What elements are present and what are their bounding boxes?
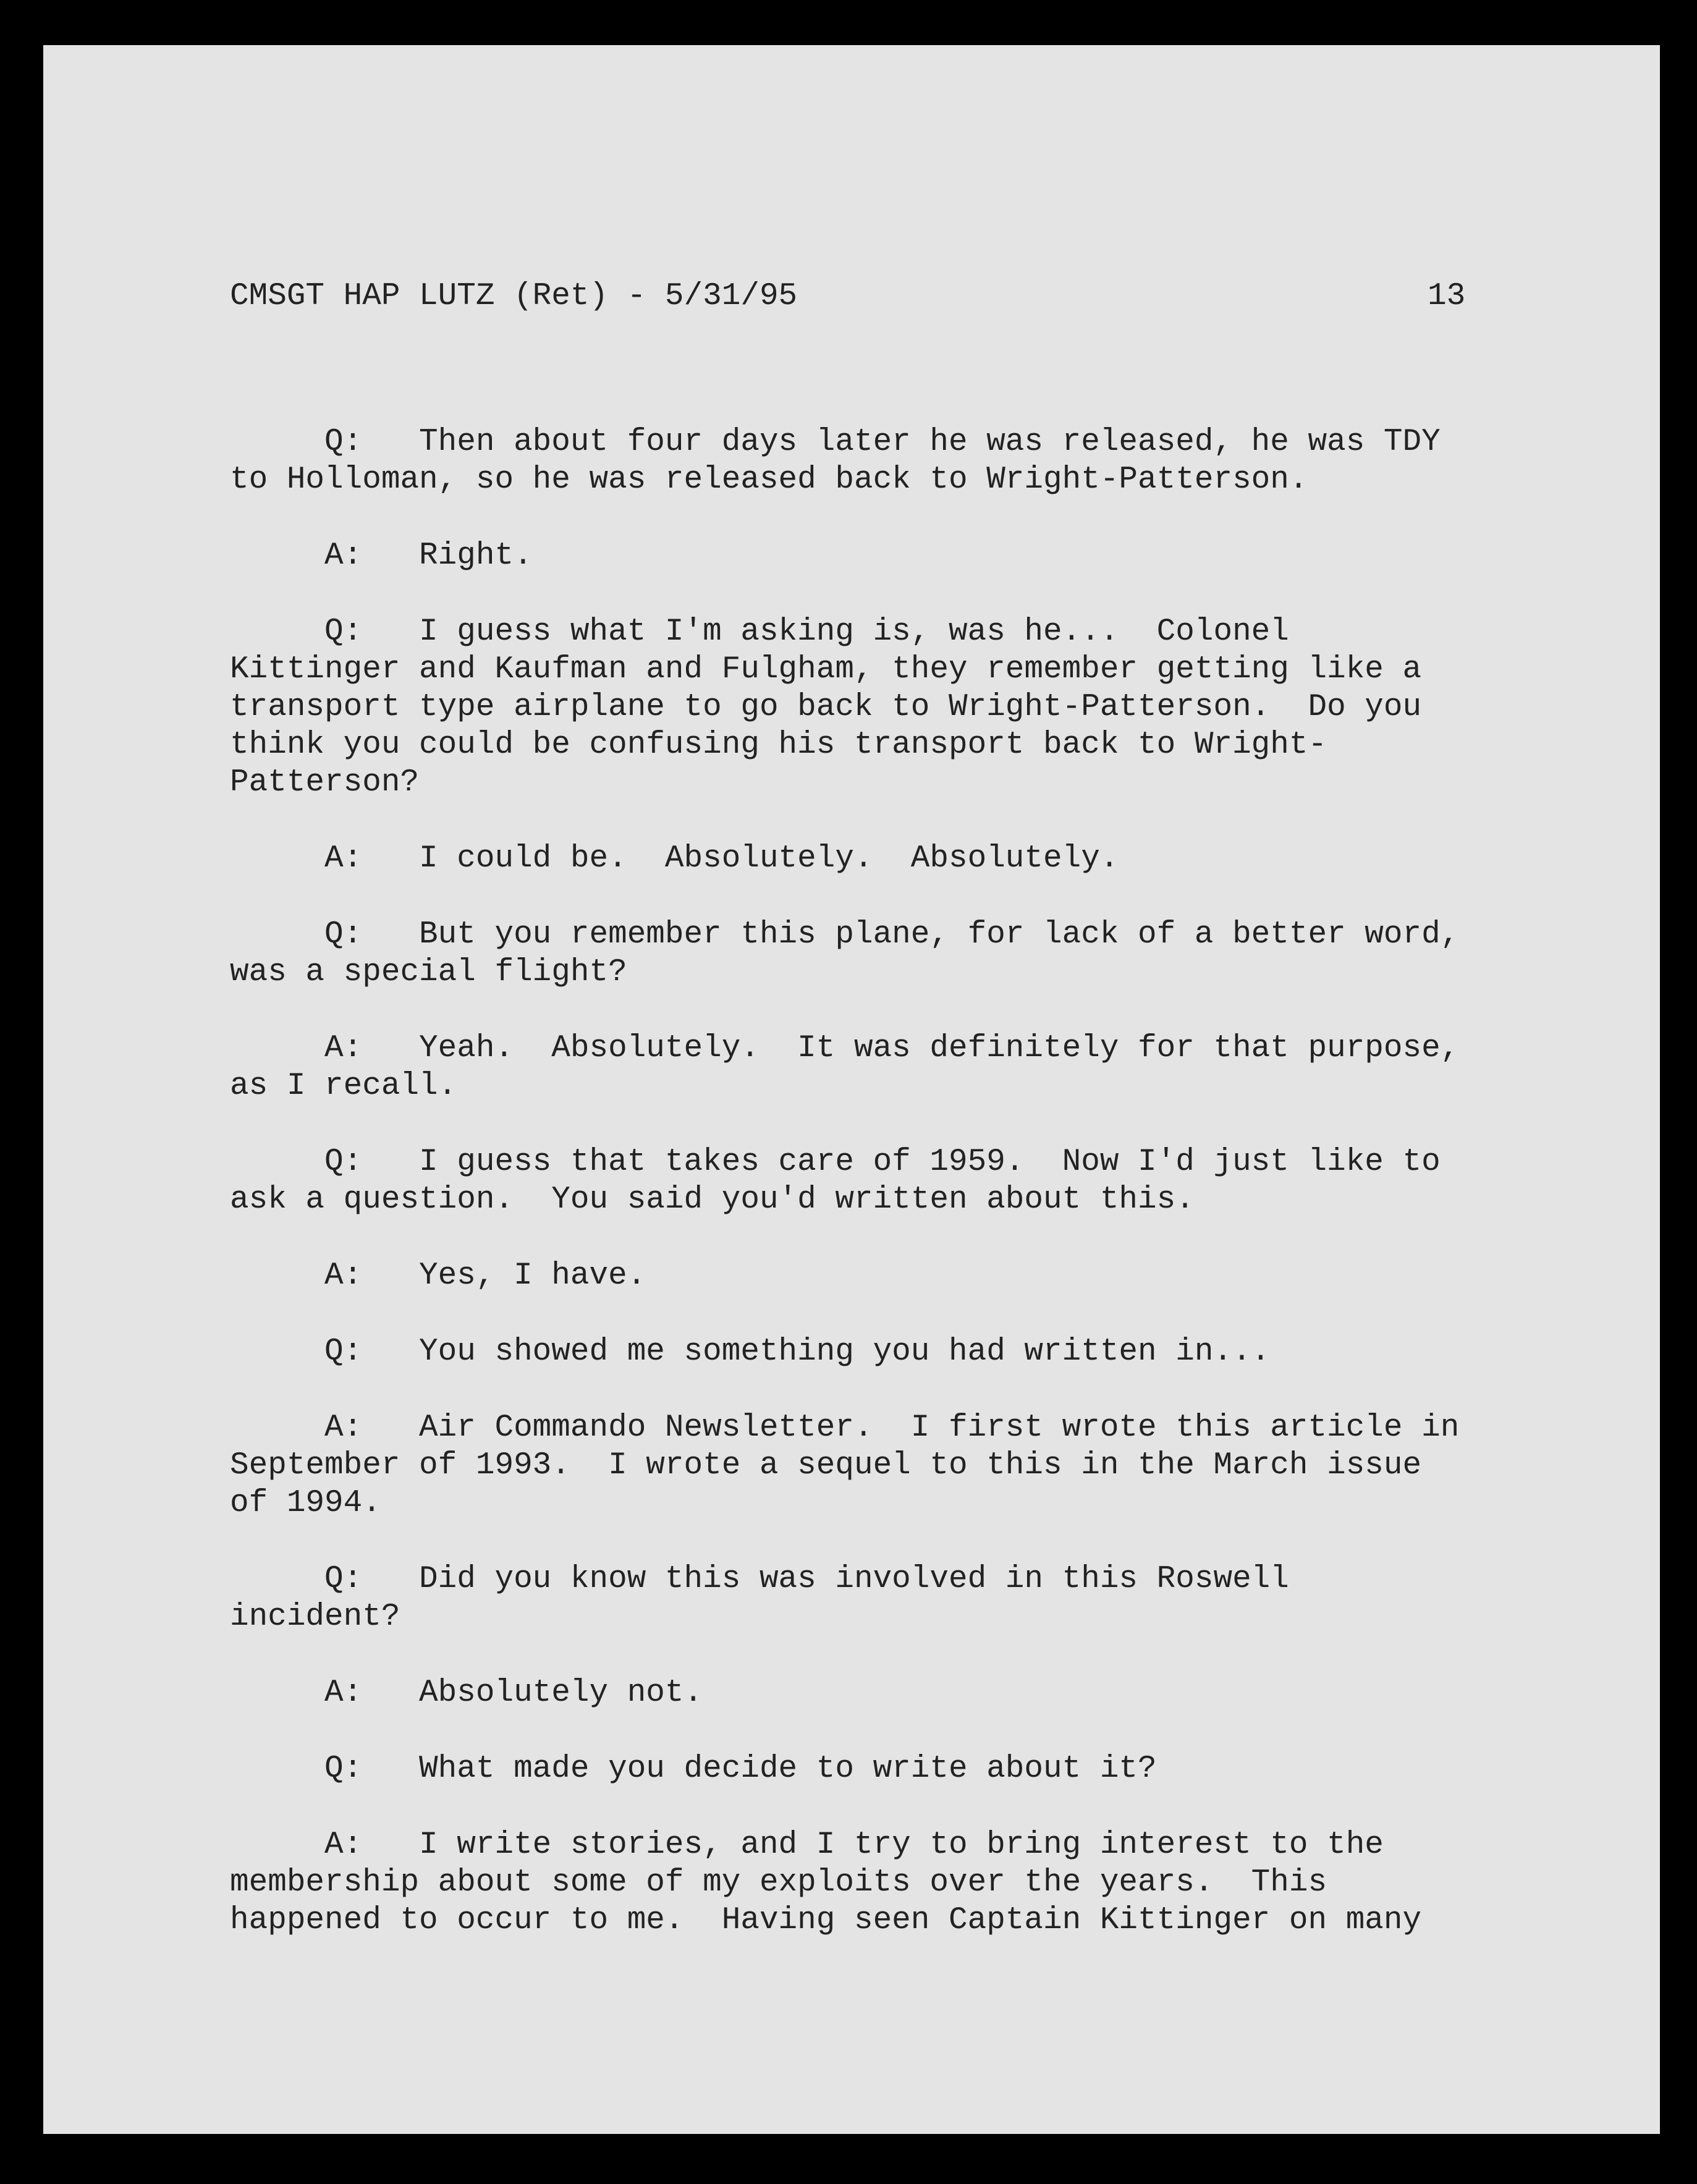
page-number: 13 — [1428, 279, 1466, 314]
transcript-line: incident? — [230, 1599, 400, 1635]
transcript-line: Patterson? — [230, 765, 420, 800]
transcript-line: A: Absolutely not. — [230, 1675, 703, 1711]
transcript-line: Q: But you remember this plane, for lack of a better word, — [230, 917, 1460, 952]
transcript-line: was a special flight? — [230, 955, 627, 990]
transcript-line: A: Yeah. Absolutely. It was definitely for that purpose, — [230, 1031, 1460, 1066]
transcript-line: Kittinger and Kaufman and Fulgham, they remember getting like a — [230, 652, 1422, 687]
transcript-line: think you could be confusing his transport back to Wright- — [230, 727, 1327, 763]
transcript-line: A: Right. — [230, 538, 533, 574]
document-page — [43, 45, 1660, 2134]
transcript-line: as I recall. — [230, 1069, 457, 1104]
transcript-line: Q: You showed me something you had written in... — [230, 1334, 1271, 1369]
transcript-line: Q: I guess what I'm asking is, was he... Colonel — [230, 614, 1289, 650]
transcript-line: A: I could be. Absolutely. Absolutely. — [230, 841, 1119, 876]
transcript-line: transport type airplane to go back to Wright-Patterson. Do you — [230, 690, 1422, 725]
transcript-line: Q: I guess that takes care of 1959. Now I'd just like to — [230, 1145, 1441, 1180]
transcript-line: of 1994. — [230, 1486, 381, 1521]
transcript-line: Q: What made you decide to write about it? — [230, 1751, 1157, 1787]
transcript-line: to Holloman, so he was released back to Wright-Patterson. — [230, 462, 1308, 497]
transcript-line: happened to occur to me. Having seen Captain Kittinger on many — [230, 1903, 1422, 1938]
page-header-title: CMSGT HAP LUTZ (Ret) - 5/31/95 — [230, 279, 798, 314]
transcript-line: A: I write stories, and I try to bring interest to the — [230, 1827, 1384, 1863]
transcript-line: membership about some of my exploits over the years. This — [230, 1865, 1327, 1900]
transcript-line: Q: Then about four days later he was released, he was TDY — [230, 425, 1441, 460]
transcript-line: A: Air Commando Newsletter. I first wrote this article in — [230, 1410, 1460, 1445]
transcript-line: Q: Did you know this was involved in this Roswell — [230, 1562, 1289, 1597]
transcript-line: ask a question. You said you'd written about this. — [230, 1182, 1195, 1217]
transcript-line: September of 1993. I wrote a sequel to this in the March issue — [230, 1448, 1422, 1483]
transcript-line: A: Yes, I have. — [230, 1258, 646, 1293]
